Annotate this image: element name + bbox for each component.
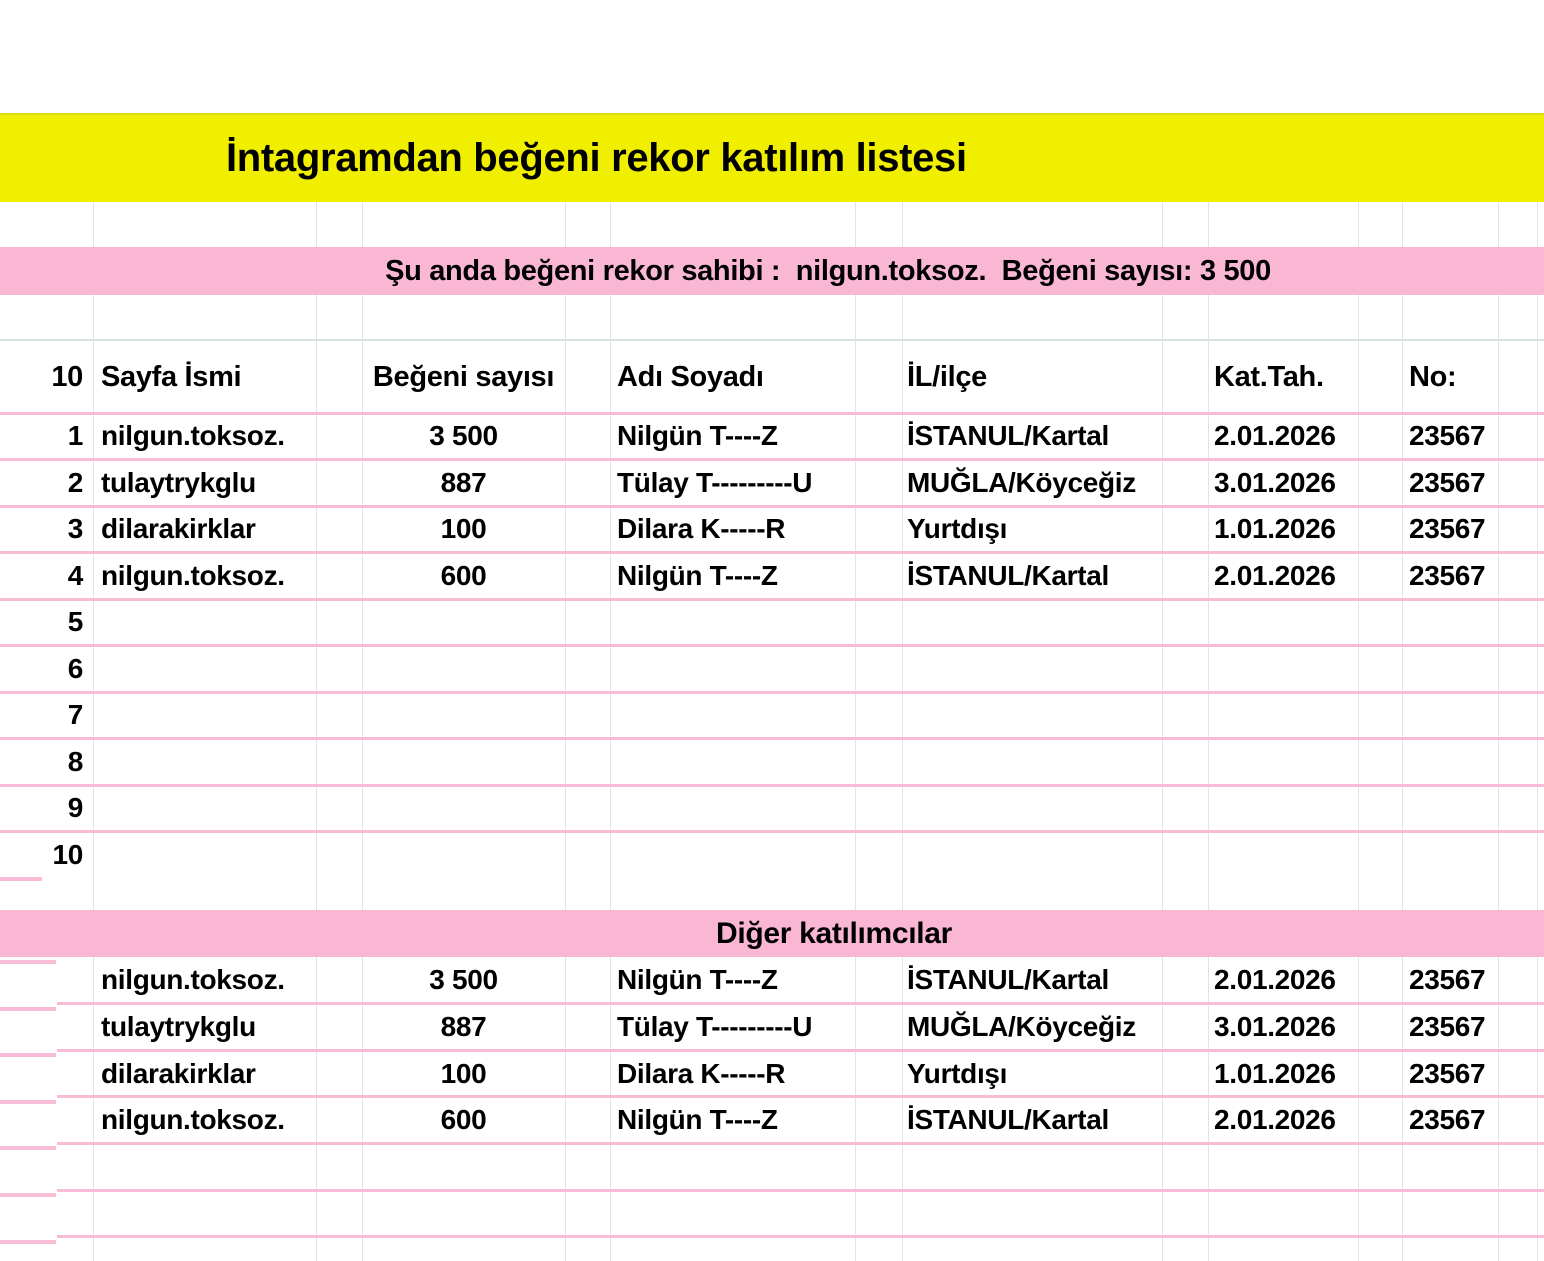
cell-row-number[interactable] bbox=[0, 1097, 93, 1144]
table-row bbox=[0, 1097, 1544, 1144]
header-date[interactable]: Kat.Tah. bbox=[1214, 360, 1324, 393]
cell-page-name[interactable] bbox=[93, 832, 316, 879]
row-separator-line bbox=[0, 1146, 56, 1150]
cell-no[interactable]: 23567 bbox=[1409, 559, 1486, 591]
cell-no[interactable] bbox=[1402, 692, 1498, 739]
row-separator-line bbox=[57, 1235, 1544, 1238]
cell-date[interactable] bbox=[1208, 599, 1358, 646]
cell-like-count[interactable]: 887 bbox=[440, 1011, 487, 1043]
cell-like-count[interactable]: 3 500 bbox=[429, 964, 498, 996]
cell-like-count[interactable] bbox=[362, 646, 565, 693]
header-city[interactable]: İL/ilçe bbox=[907, 360, 987, 393]
cell-page-name[interactable]: nilgun.toksoz. bbox=[101, 559, 285, 591]
header-no[interactable]: No: bbox=[1409, 360, 1457, 393]
cell-city[interactable]: İSTANUL/Kartal bbox=[907, 1104, 1109, 1136]
table-row bbox=[0, 739, 1544, 786]
cell-full-name[interactable]: Tülay T---------U bbox=[617, 466, 813, 498]
row-separator-line bbox=[0, 1240, 56, 1244]
cell-like-count[interactable]: 3 500 bbox=[429, 420, 498, 452]
cell-like-count[interactable]: 600 bbox=[440, 559, 487, 591]
cell-date[interactable]: 3.01.2026 bbox=[1214, 466, 1336, 498]
table-row bbox=[0, 506, 1544, 553]
cell-page-name[interactable]: nilgun.toksoz. bbox=[101, 1104, 285, 1136]
cell-no[interactable]: 23567 bbox=[1409, 1011, 1486, 1043]
cell-city[interactable]: Yurtdışı bbox=[907, 1057, 1008, 1089]
cell-row-number[interactable] bbox=[0, 1004, 93, 1051]
record-holder-text: Şu anda beğeni rekor sahibi : nilgun.toksoz. Beğeni sayısı: 3 500 bbox=[385, 254, 1271, 287]
cell-city[interactable] bbox=[902, 739, 1162, 786]
cell-row-number[interactable]: 7 bbox=[67, 699, 83, 731]
title-banner bbox=[0, 113, 1544, 202]
cell-no[interactable] bbox=[1402, 646, 1498, 693]
cell-full-name[interactable] bbox=[610, 692, 855, 739]
header-like-count[interactable]: Beğeni sayısı bbox=[372, 360, 555, 393]
cell-city[interactable]: MUĞLA/Köyceğiz bbox=[907, 466, 1136, 498]
cell-no[interactable]: 23567 bbox=[1409, 1104, 1486, 1136]
table-row bbox=[0, 460, 1544, 507]
cell-page-name[interactable] bbox=[93, 785, 316, 832]
cell-city[interactable] bbox=[902, 599, 1162, 646]
cell-no[interactable]: 23567 bbox=[1409, 964, 1486, 996]
cell-full-name[interactable] bbox=[610, 785, 855, 832]
cell-no[interactable] bbox=[1402, 785, 1498, 832]
cell-like-count[interactable]: 100 bbox=[440, 513, 487, 545]
table-row bbox=[0, 599, 1544, 646]
header-full-name[interactable]: Adı Soyadı bbox=[617, 360, 764, 393]
cell-date[interactable]: 1.01.2026 bbox=[1214, 513, 1336, 545]
cell-date[interactable]: 2.01.2026 bbox=[1214, 559, 1336, 591]
cell-date[interactable]: 2.01.2026 bbox=[1214, 420, 1336, 452]
cell-page-name[interactable]: dilarakirklar bbox=[101, 1057, 256, 1089]
cell-full-name[interactable] bbox=[610, 739, 855, 786]
cell-date[interactable]: 2.01.2026 bbox=[1214, 964, 1336, 996]
cell-no[interactable]: 23567 bbox=[1409, 420, 1486, 452]
cell-city[interactable]: İSTANUL/Kartal bbox=[907, 559, 1109, 591]
table-header-row bbox=[0, 341, 1544, 413]
cell-like-count[interactable]: 600 bbox=[440, 1104, 487, 1136]
cell-row-number[interactable] bbox=[0, 957, 93, 1004]
cell-date[interactable] bbox=[1208, 646, 1358, 693]
cell-row-number[interactable]: 4 bbox=[67, 559, 83, 591]
cell-like-count[interactable] bbox=[362, 692, 565, 739]
cell-no[interactable] bbox=[1402, 832, 1498, 879]
cell-no[interactable] bbox=[1402, 739, 1498, 786]
row-separator-line bbox=[57, 1189, 1544, 1192]
record-holder-banner bbox=[0, 247, 1544, 295]
cell-city[interactable]: İSTANUL/Kartal bbox=[907, 420, 1109, 452]
cell-row-number[interactable]: 9 bbox=[67, 792, 83, 824]
cell-date[interactable] bbox=[1208, 785, 1358, 832]
table-row bbox=[0, 1050, 1544, 1097]
cell-city[interactable] bbox=[902, 785, 1162, 832]
cell-date[interactable] bbox=[1208, 832, 1358, 879]
cell-page-name[interactable]: dilarakirklar bbox=[101, 513, 256, 545]
cell-like-count[interactable] bbox=[362, 739, 565, 786]
cell-no[interactable]: 23567 bbox=[1409, 513, 1486, 545]
cell-page-name[interactable] bbox=[93, 646, 316, 693]
cell-page-name[interactable] bbox=[93, 599, 316, 646]
cell-city[interactable]: MUĞLA/Köyceğiz bbox=[907, 1011, 1136, 1043]
cell-no[interactable] bbox=[1402, 599, 1498, 646]
cell-no[interactable]: 23567 bbox=[1409, 1057, 1486, 1089]
page-title: İntagramdan beğeni rekor katılım listesi bbox=[226, 136, 967, 180]
cell-full-name[interactable]: Tülay T---------U bbox=[617, 1011, 813, 1043]
cell-full-name[interactable]: Dilara K-----R bbox=[617, 513, 786, 545]
cell-like-count[interactable] bbox=[362, 785, 565, 832]
others-banner-text: Diğer katılımcılar bbox=[715, 916, 952, 950]
cell-page-name[interactable]: tulaytrykglu bbox=[101, 1011, 256, 1043]
cell-page-name[interactable]: nilgun.toksoz. bbox=[101, 964, 285, 996]
cell-date[interactable]: 2.01.2026 bbox=[1214, 1104, 1336, 1136]
cell-date[interactable]: 1.01.2026 bbox=[1214, 1057, 1336, 1089]
cell-date[interactable]: 3.01.2026 bbox=[1214, 1011, 1336, 1043]
cell-like-count[interactable]: 887 bbox=[440, 466, 487, 498]
cell-row-number[interactable]: 1 bbox=[67, 420, 83, 452]
cell-city[interactable]: Yurtdışı bbox=[907, 513, 1008, 545]
header-page-name[interactable]: Sayfa İsmi bbox=[101, 360, 242, 393]
cell-page-name[interactable] bbox=[93, 692, 316, 739]
cell-row-number[interactable]: 5 bbox=[67, 606, 83, 638]
cell-row-number[interactable]: 3 bbox=[67, 513, 83, 545]
cell-row-number[interactable]: 8 bbox=[67, 745, 83, 777]
cell-like-count[interactable] bbox=[362, 832, 565, 879]
cell-page-name[interactable]: tulaytrykglu bbox=[101, 466, 256, 498]
cell-full-name[interactable]: Nilgün T----Z bbox=[617, 559, 778, 591]
others-banner bbox=[0, 910, 1544, 957]
table-row bbox=[0, 785, 1544, 832]
cell-like-count[interactable] bbox=[362, 599, 565, 646]
cell-like-count[interactable]: 100 bbox=[440, 1057, 487, 1089]
cell-city[interactable]: İSTANUL/Kartal bbox=[907, 964, 1109, 996]
cell-date[interactable] bbox=[1208, 692, 1358, 739]
cell-row-number[interactable]: 6 bbox=[67, 652, 83, 684]
table-row bbox=[0, 646, 1544, 693]
cell-full-name[interactable] bbox=[610, 599, 855, 646]
cell-full-name[interactable]: Nilgün T----Z bbox=[617, 964, 778, 996]
cell-no[interactable]: 23567 bbox=[1409, 466, 1486, 498]
table-row bbox=[0, 692, 1544, 739]
table-row bbox=[0, 1004, 1544, 1051]
cell-row-number[interactable] bbox=[0, 1050, 93, 1097]
cell-page-name[interactable] bbox=[93, 739, 316, 786]
cell-full-name[interactable]: Dilara K-----R bbox=[617, 1057, 786, 1089]
cell-full-name[interactable] bbox=[610, 646, 855, 693]
cell-row-number[interactable]: 10 bbox=[52, 838, 83, 870]
cell-city[interactable] bbox=[902, 832, 1162, 879]
cell-full-name[interactable]: Nilgün T----Z bbox=[617, 420, 778, 452]
cell-row-number[interactable]: 2 bbox=[67, 466, 83, 498]
cell-full-name[interactable]: Nilgün T----Z bbox=[617, 1104, 778, 1136]
cell-page-name[interactable]: nilgun.toksoz. bbox=[101, 420, 285, 452]
cell-date[interactable] bbox=[1208, 739, 1358, 786]
table-row bbox=[0, 413, 1544, 460]
cell-city[interactable] bbox=[902, 692, 1162, 739]
row-separator-line bbox=[0, 1193, 56, 1197]
table-row bbox=[0, 832, 1544, 879]
header-count[interactable]: 10 bbox=[51, 360, 83, 393]
table-row bbox=[0, 553, 1544, 600]
cell-full-name[interactable] bbox=[610, 832, 855, 879]
cell-city[interactable] bbox=[902, 646, 1162, 693]
table-row bbox=[0, 957, 1544, 1004]
